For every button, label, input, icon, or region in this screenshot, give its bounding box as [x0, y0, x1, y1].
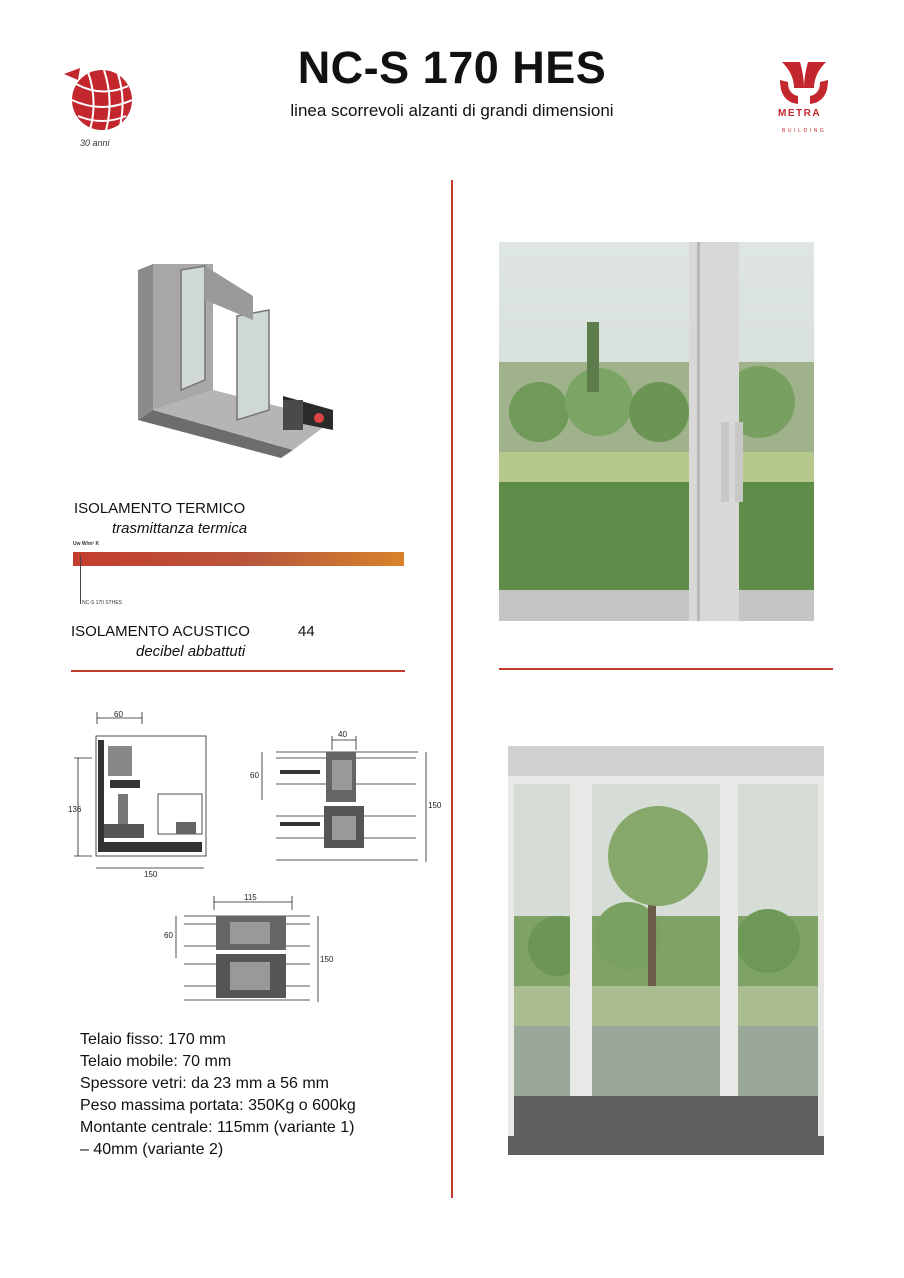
thermal-subheading: trasmittanza termica: [112, 520, 248, 537]
thermal-heading: ISOLAMENTO TERMICO: [74, 500, 246, 517]
vertical-divider: [451, 180, 453, 1198]
d3-width-top: 115: [244, 893, 257, 902]
door-detail-photo: [499, 242, 814, 621]
globe-logo-icon: [58, 64, 138, 136]
d3-height-left: 60: [164, 931, 173, 940]
left-divider: [71, 670, 405, 672]
thermal-scale-bar: [73, 552, 404, 566]
spec-item: Spessore vetri: da 23 mm a 56 mm: [80, 1075, 329, 1092]
d1-height-left: 136: [68, 805, 82, 814]
section-drawing-3: [160, 890, 340, 1008]
specs-list: [80, 1029, 356, 1161]
spec-item: Montante centrale: 115mm (variante 1): [80, 1119, 355, 1136]
sliding-doors-photo: [508, 746, 824, 1155]
d2-width-top: 40: [338, 730, 347, 739]
acoustic-value: 44: [298, 623, 315, 640]
spec-item: – 40mm (variante 2): [80, 1141, 224, 1158]
d1-width-bottom: 150: [144, 870, 158, 879]
thermal-unit: Uw W/m² K: [73, 541, 100, 547]
section-drawing-1: [68, 706, 218, 880]
acoustic-subheading: decibel abbattuti: [136, 643, 246, 660]
spec-item: Telaio fisso: 170 mm: [80, 1031, 226, 1048]
spec-item: Telaio mobile: 70 mm: [80, 1053, 232, 1070]
d2-height-right: 150: [428, 801, 442, 810]
d1-width-top: 60: [114, 710, 123, 719]
thermal-marker: [80, 556, 81, 604]
logo-caption: 30 anni: [80, 138, 110, 148]
thermal-marker-label: NC-S 170 STHES: [82, 600, 123, 606]
d2-height-left: 60: [250, 771, 259, 780]
acoustic-heading: ISOLAMENTO ACUSTICO: [71, 623, 250, 640]
page-title: NC-S 170 HES: [297, 42, 607, 93]
section-drawing-2: [248, 726, 440, 868]
metra-logo-subtext: BUILDING: [782, 128, 827, 134]
metra-logo-icon: [778, 58, 830, 108]
profile-section-image: [133, 260, 343, 460]
right-divider: [499, 668, 833, 670]
metra-logo-text: METRA: [778, 108, 822, 119]
page-subtitle: linea scorrevoli alzanti di grandi dimensioni: [290, 101, 614, 120]
spec-item: Peso massima portata: 350Kg o 600kg: [80, 1097, 356, 1114]
d3-height-right: 150: [320, 955, 334, 964]
